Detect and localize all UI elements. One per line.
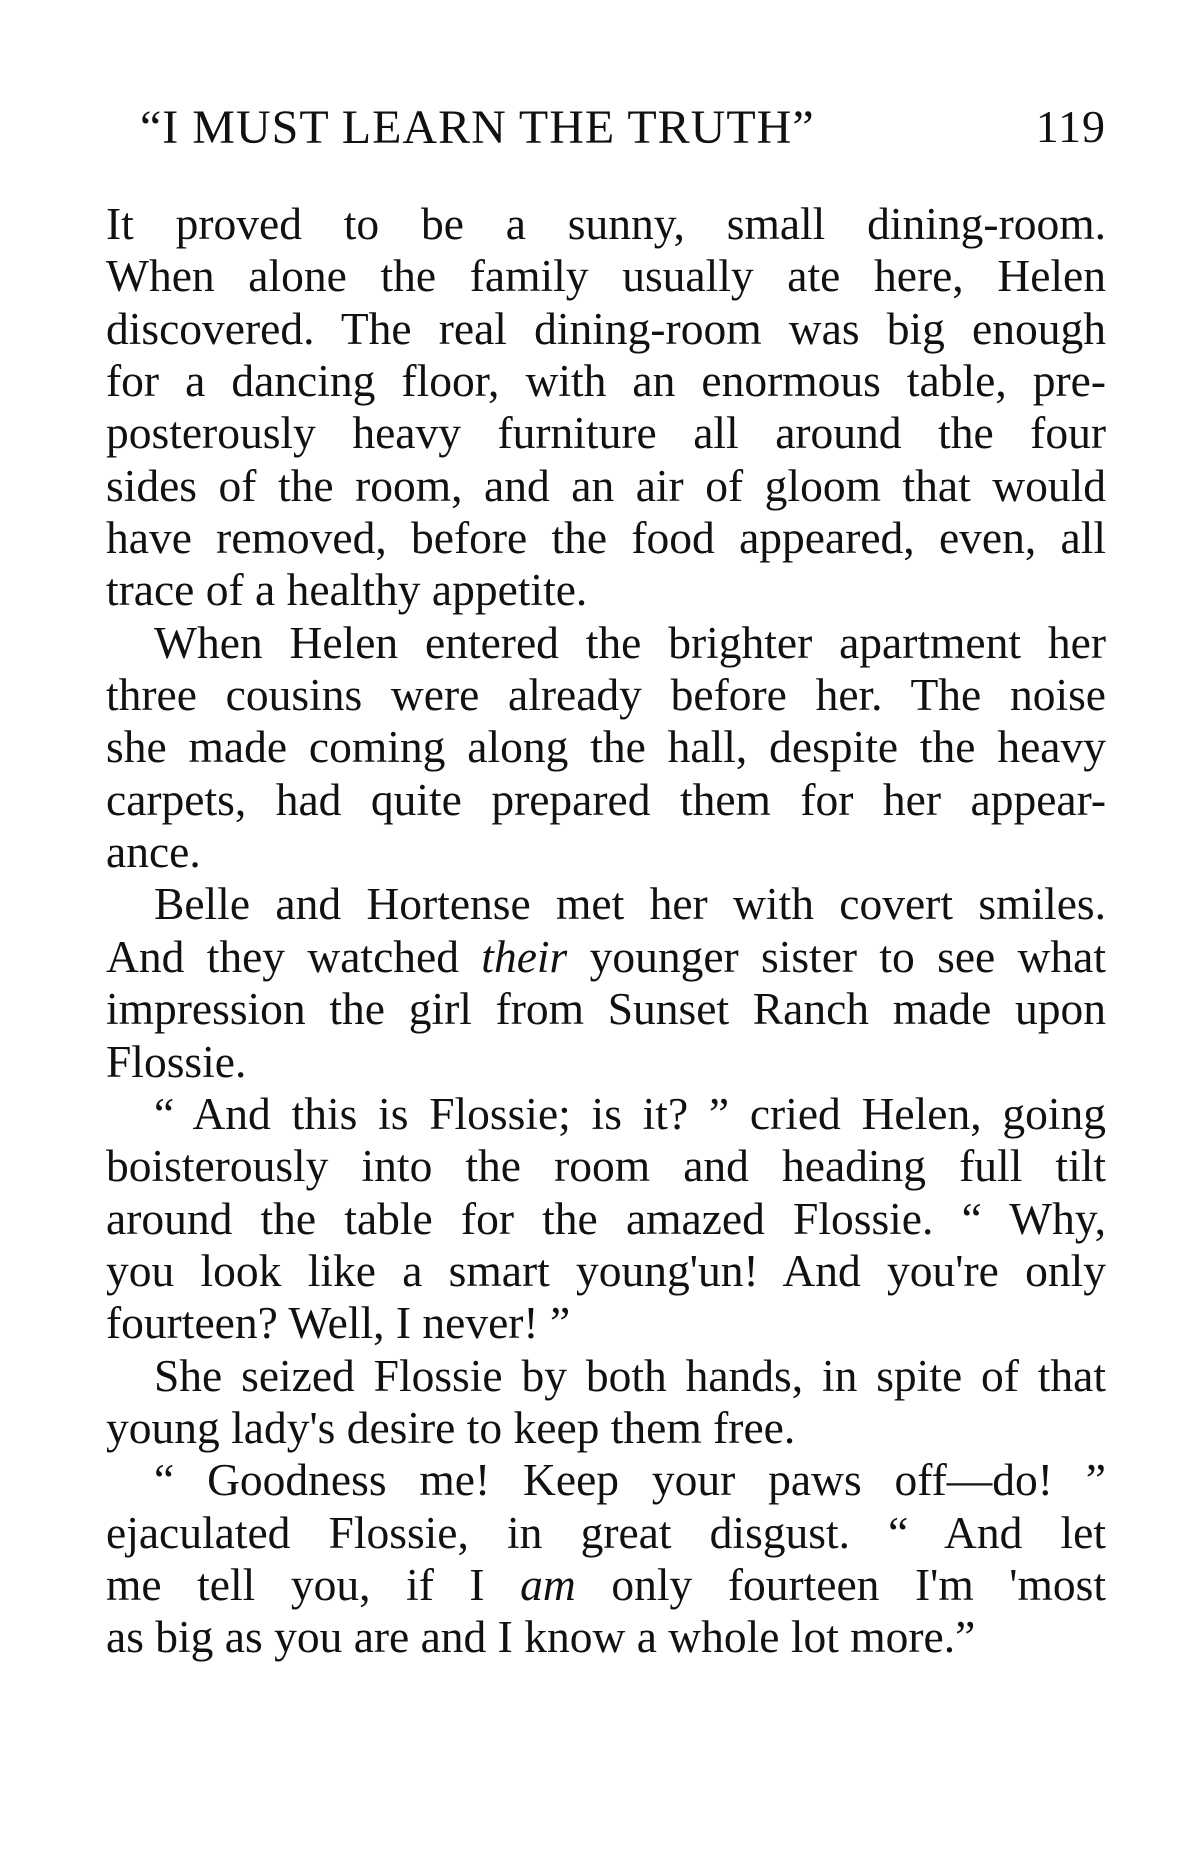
italic-text: am xyxy=(520,1558,576,1610)
text-segment: she made coming along the hall, despite the heavy xyxy=(106,721,1106,773)
text-segment: posterously heavy furniture all around the four xyxy=(106,407,1106,459)
text-segment: you look like a smart young'un! And you're only xyxy=(106,1244,1106,1296)
text-line xyxy=(106,512,1106,564)
text-segment: It proved to be a sunny, small dining-room. xyxy=(106,198,1106,249)
text-line xyxy=(106,983,1106,1035)
text-line xyxy=(106,1559,1106,1611)
text-line xyxy=(106,1088,1106,1140)
text-line xyxy=(106,1454,1106,1506)
text-line xyxy=(106,1036,1106,1088)
text-line xyxy=(106,1402,1106,1454)
text-segment: carpets, had quite prepared them for her appear- xyxy=(106,773,1106,825)
text-segment: When Helen entered the brighter apartment her xyxy=(154,616,1106,668)
body-text xyxy=(106,198,1106,1664)
text-line xyxy=(106,1350,1106,1402)
text-segment: have removed, before the food appeared, even, all xyxy=(106,512,1106,564)
text-segment: young lady's desire to keep them free. xyxy=(106,1401,796,1453)
text-line xyxy=(106,460,1106,512)
running-head xyxy=(140,100,1106,160)
chapter-title: “I MUST LEARN THE TRUTH” xyxy=(140,101,815,154)
text-line xyxy=(106,355,1106,407)
text-segment: When alone the family usually ate here, Helen xyxy=(106,250,1106,302)
text-segment: three cousins were already before her. The noise xyxy=(106,669,1106,721)
text-segment: sides of the room, and an air of gloom that would xyxy=(106,459,1106,511)
text-segment: impression the girl from Sunset Ranch made upon xyxy=(106,983,1106,1035)
text-line xyxy=(106,407,1106,459)
italic-text: their xyxy=(481,930,568,982)
text-segment: discovered. The real dining-room was big enough xyxy=(106,302,1106,354)
text-segment: around the table for the amazed Flossie. “ Why, xyxy=(106,1192,1106,1244)
text-segment: me tell you, if I xyxy=(106,1558,521,1610)
text-segment: only fourteen I'm 'most xyxy=(575,1558,1106,1610)
text-segment: for a dancing floor, with an enormous table, pre- xyxy=(106,355,1106,407)
text-line xyxy=(106,931,1106,983)
text-segment: And they watched xyxy=(106,930,482,982)
text-line xyxy=(106,564,1106,616)
text-line xyxy=(106,303,1106,355)
text-segment: Belle and Hortense met her with covert smiles. xyxy=(154,878,1106,930)
text-line xyxy=(106,1611,1106,1663)
text-segment: boisterously into the room and heading full tilt xyxy=(106,1140,1106,1192)
text-line xyxy=(106,1297,1106,1349)
text-segment: “ Goodness me! Keep your paws off—do! ” xyxy=(154,1454,1106,1506)
text-segment: trace of a healthy appetite. xyxy=(106,564,588,616)
text-line xyxy=(106,669,1106,721)
text-line xyxy=(106,1245,1106,1297)
text-segment: ance. xyxy=(106,826,201,878)
text-line xyxy=(106,721,1106,773)
text-segment: as big as you are and I know a whole lot more.” xyxy=(106,1611,976,1663)
text-line xyxy=(106,1507,1106,1559)
page-number: 119 xyxy=(1035,101,1106,152)
text-line xyxy=(106,826,1106,878)
text-line xyxy=(106,250,1106,302)
text-line xyxy=(106,617,1106,669)
text-line xyxy=(106,774,1106,826)
text-line xyxy=(106,1193,1106,1245)
text-segment: fourteen? Well, I never! ” xyxy=(106,1297,571,1349)
text-segment: She seized Flossie by both hands, in spite of that xyxy=(154,1349,1106,1401)
text-segment: younger sister to see what xyxy=(567,930,1106,982)
text-segment: Flossie. xyxy=(106,1035,247,1087)
text-segment: ejaculated Flossie, in great disgust. “ And let xyxy=(106,1506,1106,1558)
text-line xyxy=(106,1140,1106,1192)
text-segment: “ And this is Flossie; is it? ” cried Helen, going xyxy=(154,1087,1106,1139)
text-line xyxy=(106,198,1106,250)
text-line xyxy=(106,878,1106,930)
